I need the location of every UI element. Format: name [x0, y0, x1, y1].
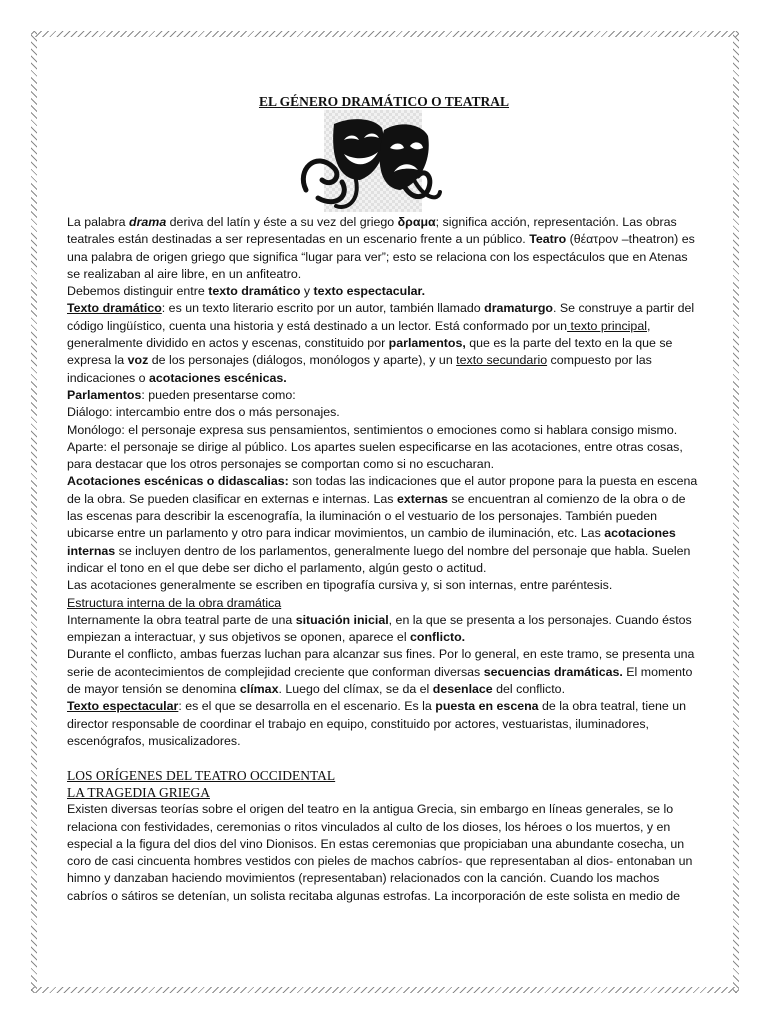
paragraph-conflicto: Durante el conflicto, ambas fuerzas luchan para alcanzar sus fines. Por lo general, en este tramo, se presenta una serie de acontecimientos de complejidad creciente que conforman diversas secuencias dramáticas. El momento de mayor tensión se denomina clímax. Luego del clímax, se da el desenlace del conflicto. — [67, 647, 695, 697]
border-bottom — [31, 987, 739, 993]
paragraph-parlamentos: Parlamentos: pueden presentarse como: — [67, 387, 296, 402]
document-body — [67, 214, 703, 905]
paragraph-monologo: Monólogo: el personaje expresa sus pensamientos, sentimientos o emociones como si hablara consigo mismo. — [67, 422, 678, 437]
paragraph-aparte: Aparte: el personaje se dirige al público. Los apartes suelen especificarse en las acotaciones, entre otras cosas, para destacar que los otros personajes se comportan como si no escucharan. — [67, 439, 683, 472]
paragraph-distinguish: Debemos distinguir entre texto dramático y texto espectacular. — [67, 284, 426, 299]
heading-tragedia: LA TRAGEDIA GRIEGA — [67, 785, 210, 801]
border-top — [31, 31, 739, 37]
paragraph-situacion-inicial: Internamente la obra teatral parte de una situación inicial, en la que se presenta a los personajes. Cuando éstos empiezan a interactuar, y sus objetivos se oponen, aparece el conflicto. — [67, 612, 692, 645]
paragraph-acotaciones: Acotaciones escénicas o didascalias: son todas las indicaciones que el autor propone para la puesta en escena de la obra. Se pueden clasificar en externas e internas. Las externas se encuentran al comienzo de la obra o de las escenas para describir la escenografía, la iluminación o el vestuario de los personajes. También pueden ubicarse entre un parlamento y otro para indicar movimientos, un cambio de iluminación, etc. Las acotaciones internas se incluyen dentro de los parlamentos, generalmente luego del nombre del personaje que habla. Suelen indicar el tono en el que debe ser dicho el parlamento, algún gesto o actitud. — [67, 474, 698, 575]
theater-masks-icon — [296, 110, 442, 212]
document-title: EL GÉNERO DRAMÁTICO O TEATRAL — [258, 94, 510, 109]
paragraph-origen-teatro: Existen diversas teorías sobre el origen del teatro en la antigua Grecia, sin embargo en líneas generales, se lo relaciona con festividades, ceremonias o ritos vinculados al culto de los dioses, los héroes o los muertos, y en especial a la figura del dios del vino Dionisos. En estas ceremonias que propiciaban una abundante cosecha, un coro de casi cincuenta hombres vestidos con pieles de machos cabríos- que representaban al dios- entonaban un himno y danzaban haciendo movimientos (representaban) relacionados con la canción. Cuando los machos cabríos o sátiros se detenían, un solista recitaba algunas estrofas. La incorporación de este solista en medio de — [67, 802, 693, 903]
heading-estructura: Estructura interna de la obra dramática — [67, 595, 282, 610]
paragraph-drama: La palabra drama deriva del latín y éste a su vez del griego δραμα; significa acción, representación. Las obras teatrales están destinadas a ser representadas en un escenario frente a un público. Teatro (θέατρον –theatron) es una palabra de origen griego que significa “lugar para ver”; esto se relaciona con los espectáculos que en Atenas se realizaban al aire libre, en un anfiteatro. — [67, 215, 695, 281]
border-right — [733, 31, 739, 993]
paragraph-texto-dramatico: Texto dramático: es un texto literario escrito por un autor, también llamado dramaturgo. Se construye a partir del código lingüístico, cuenta una historia y está destinado a un lector. Está conformado por un texto principal, generalmente dividido en actos y escenas, constituido por parlamentos, que es la parte del texto en la que se expresa la voz de los personajes (diálogos, monólogos y aparte), y un texto secundario compuesto por las indicaciones o acotaciones escénicas. — [67, 301, 695, 385]
border-left — [31, 31, 37, 993]
paragraph-acotaciones-cursiva: Las acotaciones generalmente se escriben en tipografía cursiva y, si son internas, entre paréntesis. — [67, 578, 613, 593]
paragraph-texto-espectacular: Texto espectacular: es el que se desarrolla en el escenario. Es la puesta en escena de la obra teatral, tiene un director responsable de coordinar el trabajo en equipo, constituido por actores, vestuaristas, iluminadores, escenógrafos, musicalizadores. — [67, 699, 686, 748]
spacer — [67, 750, 703, 767]
paragraph-dialogo: Diálogo: intercambio entre dos o más personajes. — [67, 405, 340, 420]
heading-origenes: LOS ORÍGENES DEL TEATRO OCCIDENTAL — [67, 768, 336, 784]
